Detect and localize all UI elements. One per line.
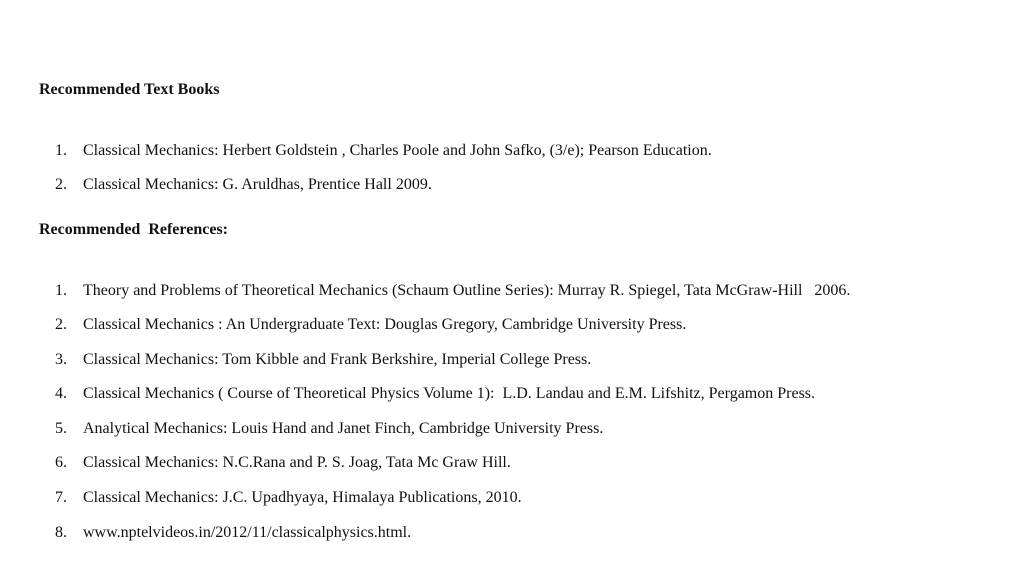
item-number: 1. bbox=[55, 282, 67, 299]
item-number: 3. bbox=[55, 351, 67, 368]
item-number: 2. bbox=[55, 316, 67, 333]
item-number: 2. bbox=[55, 176, 67, 193]
text-book-item bbox=[39, 155, 432, 215]
reference-url-link[interactable]: www.nptelvideos.in/2012/11/classicalphysics.html. bbox=[83, 524, 412, 541]
reference-item-link[interactable] bbox=[39, 503, 411, 563]
item-text: Classical Mechanics: Herbert Goldstein , Charles Poole and John Safko, (3/e); Pearson Education. bbox=[83, 142, 712, 159]
item-text: Classical Mechanics : An Undergraduate Text: Douglas Gregory, Cambridge University Press. bbox=[83, 316, 687, 333]
item-number: 8. bbox=[55, 524, 67, 541]
item-number: 1. bbox=[55, 142, 67, 159]
item-number: 6. bbox=[55, 454, 67, 471]
item-text: Classical Mechanics: G. Aruldhas, Prentice Hall 2009. bbox=[83, 176, 432, 193]
item-text: Classical Mechanics: Tom Kibble and Frank Berkshire, Imperial College Press. bbox=[83, 351, 592, 368]
item-text: Theory and Problems of Theoretical Mechanics (Schaum Outline Series): Murray R. Spiegel, Tata McGraw-Hill 2006. bbox=[83, 282, 851, 299]
item-number: 5. bbox=[55, 420, 67, 437]
item-text: Classical Mechanics: N.C.Rana and P. S. Joag, Tata Mc Graw Hill. bbox=[83, 454, 511, 471]
item-text: Analytical Mechanics: Louis Hand and Janet Finch, Cambridge University Press. bbox=[83, 420, 604, 437]
item-text: Classical Mechanics: J.C. Upadhyaya, Himalaya Publications, 2010. bbox=[83, 489, 522, 506]
text-books-heading: Recommended Text Books bbox=[39, 81, 220, 98]
item-text: Classical Mechanics ( Course of Theoretical Physics Volume 1): L.D. Landau and E.M. Lifshitz, Pergamon Press. bbox=[83, 385, 816, 402]
item-number: 7. bbox=[55, 489, 67, 506]
references-heading: Recommended References: bbox=[39, 221, 228, 238]
item-number: 4. bbox=[55, 385, 67, 402]
